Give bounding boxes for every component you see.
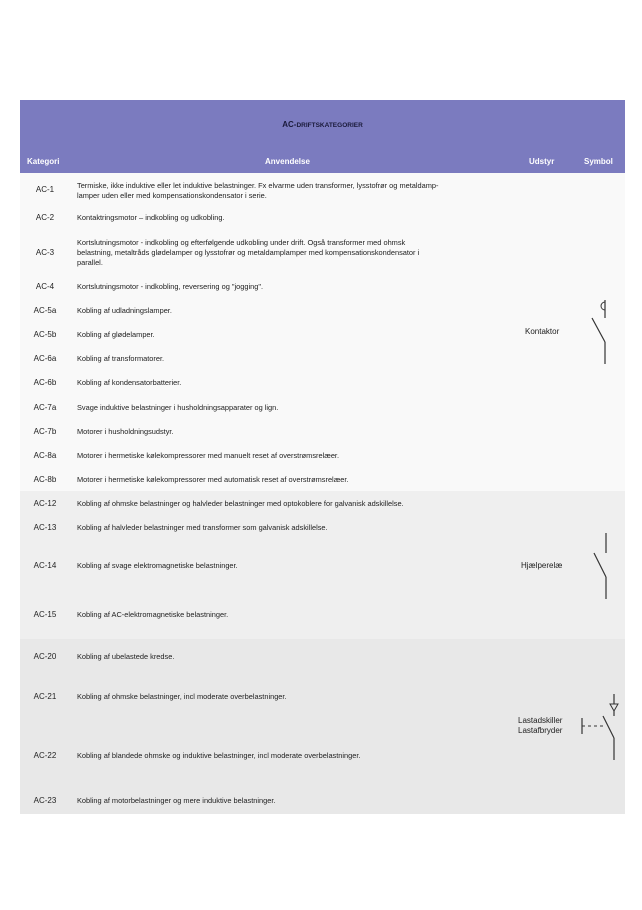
category-cell: AC-22 [33,751,57,760]
group-load-switch [20,639,625,814]
table-title-small: DRIFTSKATEGORIER [296,122,363,129]
usage-cell: Kobling af glødelamper. [77,330,155,339]
usage-cell: Kobling af halvleder belastninger med transformer som galvanisk adskillelse. [77,523,328,532]
category-cell: AC-14 [33,561,57,570]
usage-cell: Kobling af AC-elektromagnetiske belastninger. [77,610,229,619]
equipment-cell: Lastadskiller Lastafbryder [518,716,563,735]
usage-cell: Kobling af motorbelastninger og mere induktive belastninger. [77,796,276,805]
contactor-symbol-icon [586,298,612,366]
usage-cell: Kobling af ohmske belastninger, incl moderate overbelastninger. [77,692,287,701]
category-cell: AC-7a [33,403,57,412]
usage-cell: Kobling af kondensatorbatterier. [77,378,182,387]
category-cell: AC-6a [33,354,57,363]
group-auxiliary-relay [20,491,625,639]
category-cell: AC-6b [33,378,57,387]
category-cell: AC-12 [33,499,57,508]
load-switch-symbol-icon [580,692,620,762]
usage-cell: Kortslutningsmotor - indkobling og efterfølgende udkobling under drift. Også transformer med ohmsk belastning, metaltråds glødelamper og lysstofrør og metaldamplamper med kompensationskondensator i parallel. [77,238,420,267]
group-contactor [20,173,625,491]
category-cell: AC-23 [33,796,57,805]
category-cell: AC-15 [33,610,57,619]
usage-cell: Kobling af udladningslamper. [77,306,172,315]
usage-cell: Kobling af ohmske belastninger og halvleder belastninger med optokoblere for galvanisk adskillelse. [77,499,404,508]
equipment-cell: Kontaktor [525,327,560,336]
column-header-usage: Anvendelse [265,157,310,166]
category-cell: AC-8b [33,475,57,484]
column-header-symbol: Symbol [584,157,613,166]
usage-cell: Kobling af blandede ohmske og induktive belastninger, incl moderate overbelastninger. [77,751,361,760]
column-header-equipment: Udstyr [529,157,555,166]
category-cell: AC-21 [33,692,57,701]
usage-cell: Kontaktringsmotor – indkobling og udkobling. [77,213,225,222]
usage-cell: Svage induktive belastninger i husholdningsapparater og lign. [77,403,279,412]
equipment-cell: Hjælperelæ [521,561,563,570]
category-cell: AC-20 [33,652,57,661]
auxiliary-relay-symbol-icon [590,531,612,601]
category-cell: AC-2 [35,213,55,222]
ac-categories-table [20,100,625,814]
usage-cell: Motorer i husholdningsudstyr. [77,427,174,436]
usage-cell: Kobling af ubelastede kredse. [77,652,175,661]
usage-cell: Termiske, ikke induktive eller let induktive belastninger. Fx elvarme uden transformer, lysstofrør og metaldamp- lamper uden eller med kompensationskondensator i serie. [77,181,439,200]
category-cell: AC-4 [35,282,55,291]
table-header [20,100,625,173]
usage-cell: Motorer i hermetiske kølekompressorer med automatisk reset af overstrømsrelæer. [77,475,349,484]
usage-cell: Kobling af transformatorer. [77,354,165,363]
category-cell: AC-5b [33,330,57,339]
usage-cell: Kobling af svage elektromagnetiske belastninger. [77,561,238,570]
category-cell: AC-1 [35,185,55,194]
table-title: AC-DRIFTSKATEGORIER [282,120,363,129]
category-cell: AC-3 [35,248,55,257]
column-header-category: Kategori [27,157,60,166]
category-cell: AC-8a [33,451,57,460]
category-cell: AC-5a [33,306,57,315]
usage-cell: Kortslutningsmotor - indkobling, reversering og "jogging". [77,282,264,291]
usage-cell: Motorer i hermetiske kølekompressorer med manuelt reset af overstrømsrelæer. [77,451,340,460]
category-cell: AC-7b [33,427,57,436]
category-cell: AC-13 [33,523,57,532]
